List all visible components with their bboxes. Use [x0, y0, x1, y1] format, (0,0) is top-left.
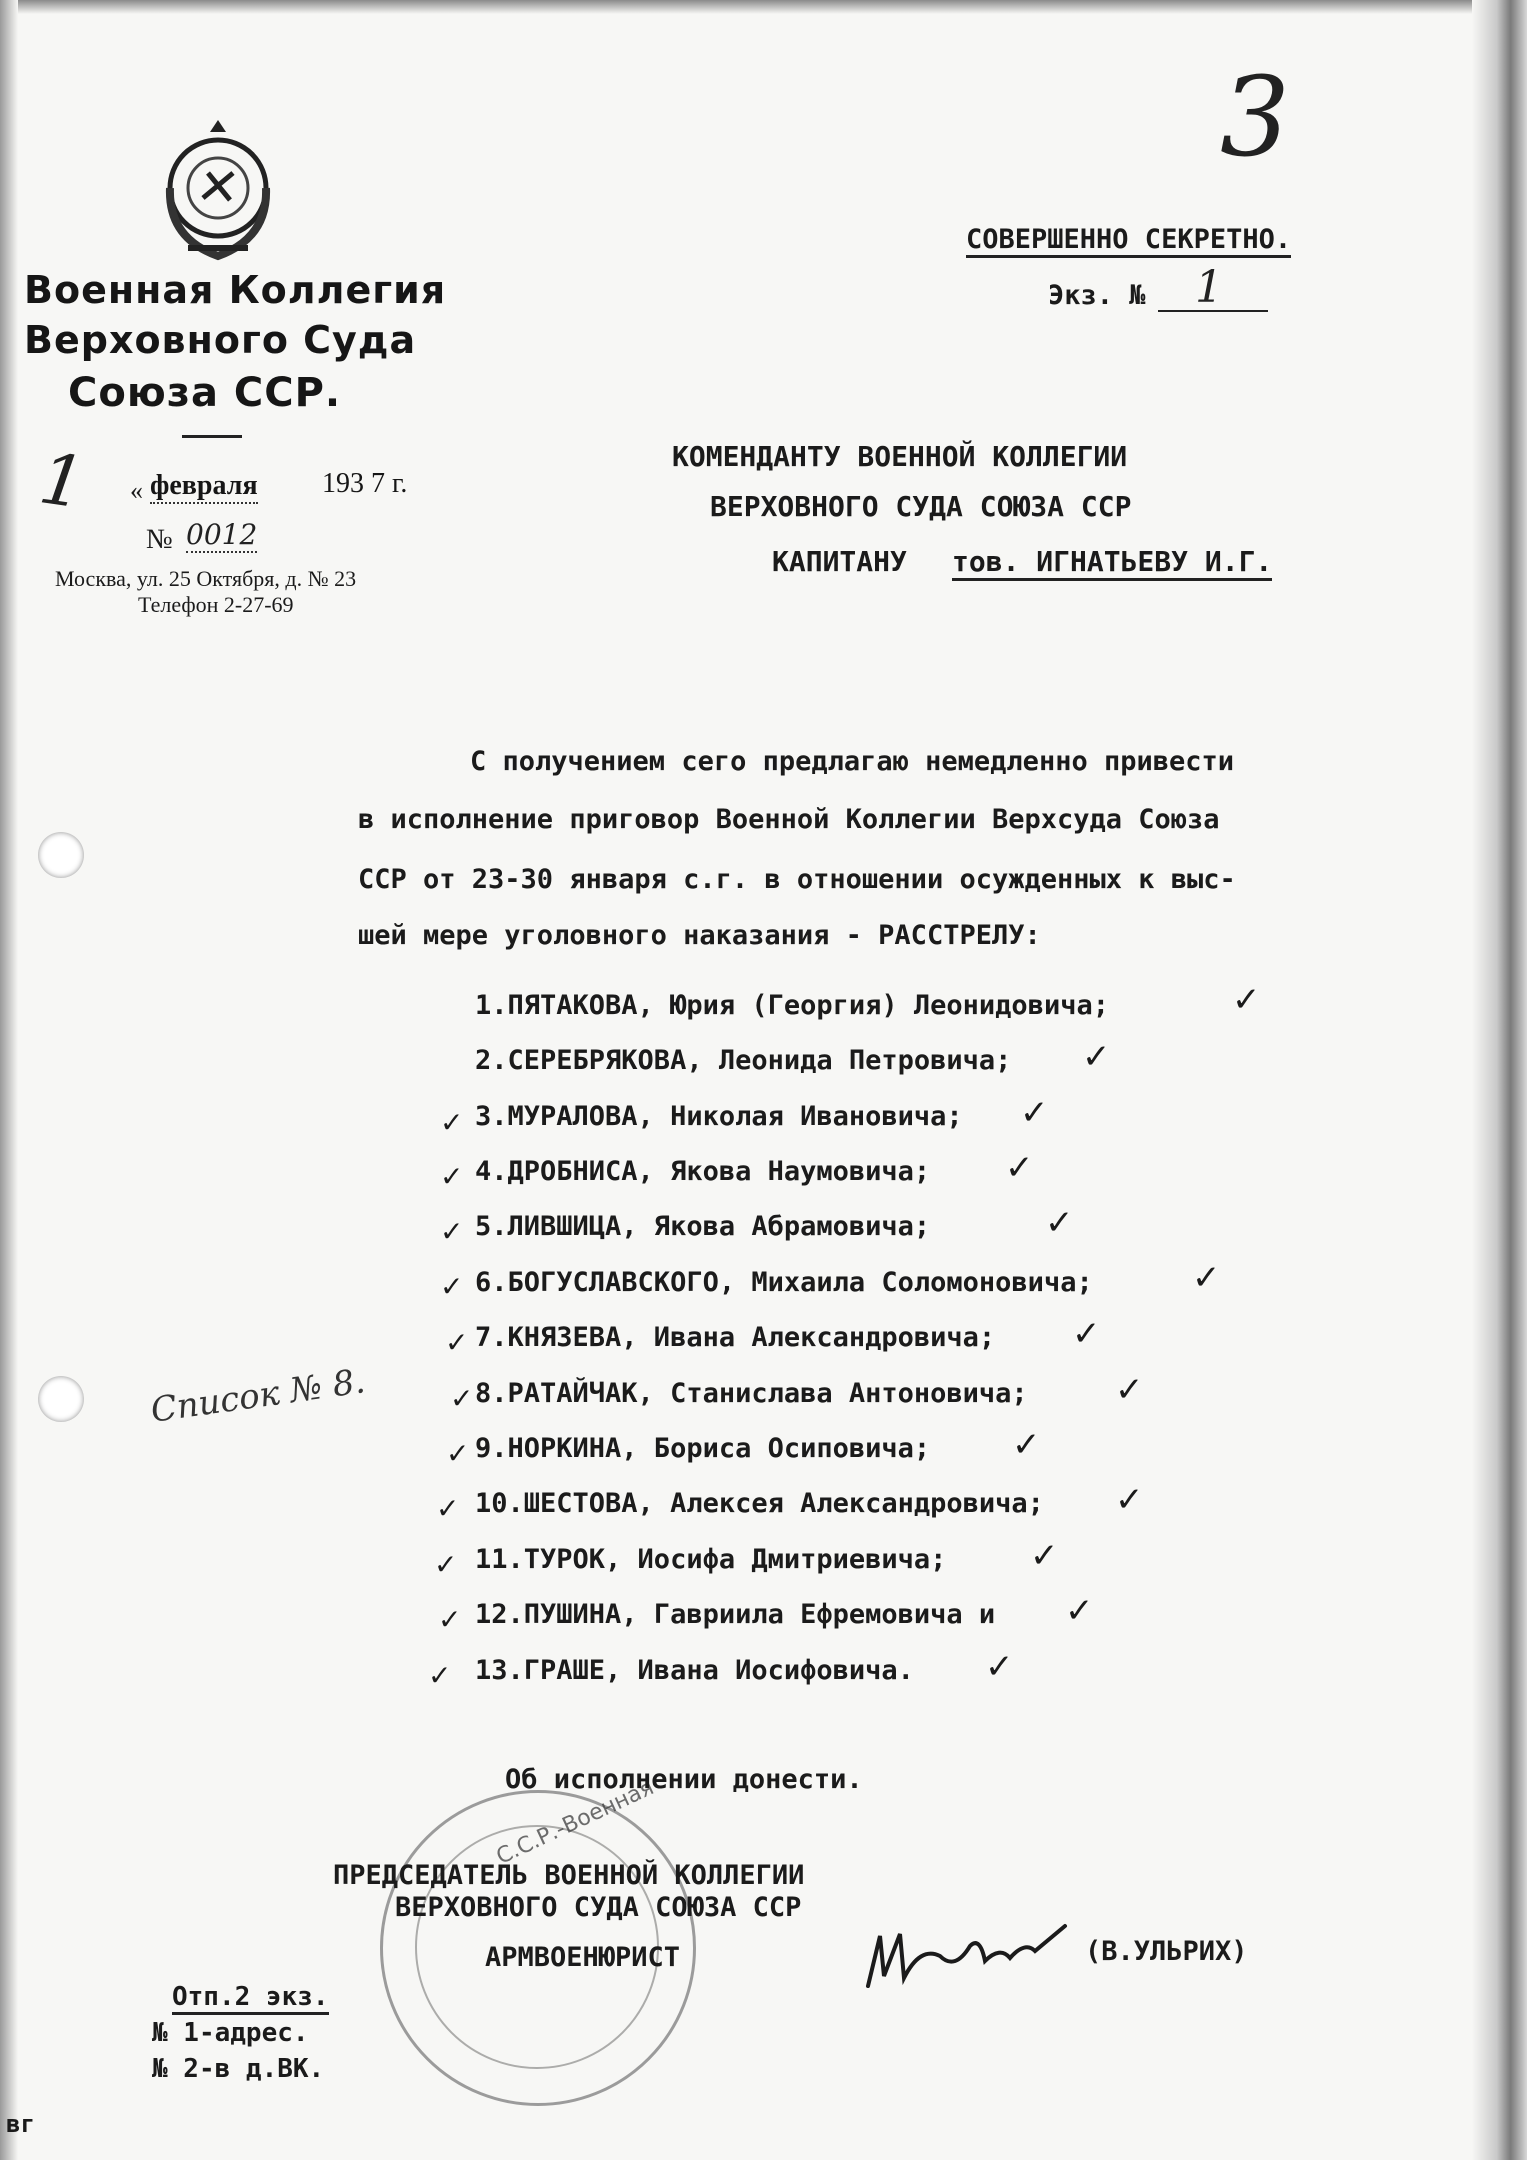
check-mark-icon: ✓ — [446, 1437, 470, 1470]
list-item: 13.ГРАШЕ, Ивана Иосифовича. — [475, 1655, 914, 1686]
list-item: 2.СЕРЕБРЯКОВА, Леонида Петровича; — [475, 1045, 1012, 1076]
classification-label: СОВЕРШЕННО СЕКРЕТНО. — [966, 224, 1291, 258]
check-mark-icon: ✓ — [1115, 1480, 1144, 1520]
signatory-rank: АРМВОЕНЮРИСТ — [485, 1942, 681, 1973]
org-divider — [182, 435, 242, 438]
state-emblem-icon — [148, 118, 288, 268]
check-mark-icon: ✓ — [450, 1382, 474, 1415]
date-year: 193 7 г. — [322, 468, 408, 499]
signatory-title-line2: ВЕРХОВНОГО СУДА СОЮЗА ССР — [395, 1892, 802, 1923]
punch-hole-bottom — [38, 1376, 84, 1422]
check-mark-icon: ✓ — [440, 1106, 464, 1139]
check-mark-icon: ✓ — [1232, 980, 1261, 1020]
scan-edge-right — [1472, 0, 1527, 2160]
check-mark-icon: ✓ — [985, 1647, 1014, 1687]
copy-number: 1 — [1195, 262, 1223, 313]
org-phone: Телефон 2-27-69 — [138, 592, 294, 617]
date-month: февраля — [150, 470, 258, 504]
check-mark-icon: ✓ — [440, 1215, 464, 1248]
body-line3: ССР от 23-30 января с.г. в отношении осужденных к выс- — [358, 864, 1236, 895]
copies-count: Отп.2 экз. — [172, 1982, 329, 2015]
date-quote: « — [130, 476, 143, 505]
check-mark-icon: ✓ — [440, 1160, 464, 1193]
check-mark-icon: ✓ — [1072, 1314, 1101, 1354]
org-address: Москва, ул. 25 Октября, д. № 23 — [55, 566, 357, 591]
list-item: 11.ТУРОК, Иосифа Дмитриевича; — [475, 1544, 947, 1575]
list-item: 6.БОГУСЛАВСКОГО, Михаила Соломоновича; — [475, 1267, 1093, 1298]
date-day: 1 — [34, 437, 91, 525]
check-mark-icon: ✓ — [436, 1492, 460, 1525]
check-mark-icon: ✓ — [1020, 1093, 1049, 1133]
org-name-line1: Военная Коллегия — [24, 268, 447, 312]
check-mark-icon: ✓ — [1192, 1258, 1221, 1298]
signatory-title-line1: ПРЕДСЕДАТЕЛЬ ВОЕННОЙ КОЛЛЕГИИ — [333, 1860, 805, 1891]
check-mark-icon: ✓ — [440, 1270, 464, 1303]
report-instruction: Об исполнении донести. — [505, 1764, 863, 1795]
check-mark-icon: ✓ — [1082, 1037, 1111, 1077]
list-item: 1.ПЯТАКОВА, Юрия (Георгия) Леонидовича; — [475, 990, 1109, 1021]
org-name-line2: Верховного Суда — [24, 318, 417, 362]
list-item: 4.ДРОБНИСА, Якова Наумовича; — [475, 1156, 931, 1187]
check-mark-icon: ✓ — [438, 1603, 462, 1636]
scan-edge-left — [0, 0, 18, 2160]
scan-edge-top — [0, 0, 1527, 14]
margin-note: Список № 8. — [148, 1361, 368, 1431]
signatory-name: (В.УЛЬРИХ) — [1085, 1936, 1248, 1967]
addressee-line1: КОМЕНДАНТУ ВОЕННОЙ КОЛЛЕГИИ — [672, 440, 1128, 473]
addressee-rank: КАПИТАНУ — [772, 545, 907, 578]
check-mark-icon: ✓ — [1030, 1536, 1059, 1576]
body-line1: С получением сего предлагаю немедленно привести — [470, 746, 1235, 777]
stamp-text: С.С.Р.-Военная — [492, 1775, 658, 1870]
list-item: 5.ЛИВШИЦА, Якова Абрамовича; — [475, 1211, 931, 1242]
check-mark-icon: ✓ — [445, 1326, 469, 1359]
copy-label: Экз. № — [1048, 280, 1146, 311]
list-item: 12.ПУШИНА, Гавриила Ефремовича и — [475, 1599, 996, 1630]
body-line4: шей мере уголовного наказания - РАССТРЕЛУ: — [358, 920, 1041, 951]
check-mark-icon: ✓ — [1115, 1370, 1144, 1410]
list-item: 8.РАТАЙЧАК, Станислава Антоновича; — [475, 1378, 1028, 1409]
list-item: 7.КНЯЗЕВА, Ивана Александровича; — [475, 1322, 996, 1353]
punch-hole-top — [38, 832, 84, 878]
page-number: 3 — [1220, 53, 1290, 181]
list-item: 9.НОРКИНА, Бориса Осиповича; — [475, 1433, 931, 1464]
addressee-line2: ВЕРХОВНОГО СУДА СОЮЗА ССР — [710, 490, 1132, 523]
check-mark-icon: ✓ — [428, 1659, 452, 1692]
list-item: 10.ШЕСТОВА, Алексея Александровича; — [475, 1488, 1044, 1519]
doc-number: 0012 — [186, 518, 258, 551]
addressee-name: тов. ИГНАТЬЕВУ И.Г. — [952, 545, 1272, 581]
org-name-line3: Союза ССР. — [68, 370, 342, 416]
check-mark-icon: ✓ — [1005, 1148, 1034, 1188]
copy-distribution-1: № 1-адрес. — [152, 2018, 309, 2048]
corner-mark: вг — [6, 2110, 35, 2138]
copy-distribution-2: № 2-в д.ВК. — [152, 2054, 325, 2084]
list-item: 3.МУРАЛОВА, Николая Ивановича; — [475, 1101, 963, 1132]
handwritten-signature — [860, 1916, 1075, 1996]
check-mark-icon: ✓ — [1012, 1425, 1041, 1465]
check-mark-icon: ✓ — [1065, 1591, 1094, 1631]
check-mark-icon: ✓ — [434, 1548, 458, 1581]
check-mark-icon: ✓ — [1045, 1203, 1074, 1243]
doc-number-label: № — [146, 524, 173, 555]
body-line2: в исполнение приговор Военной Коллегии Верхсуда Союза — [358, 804, 1220, 835]
